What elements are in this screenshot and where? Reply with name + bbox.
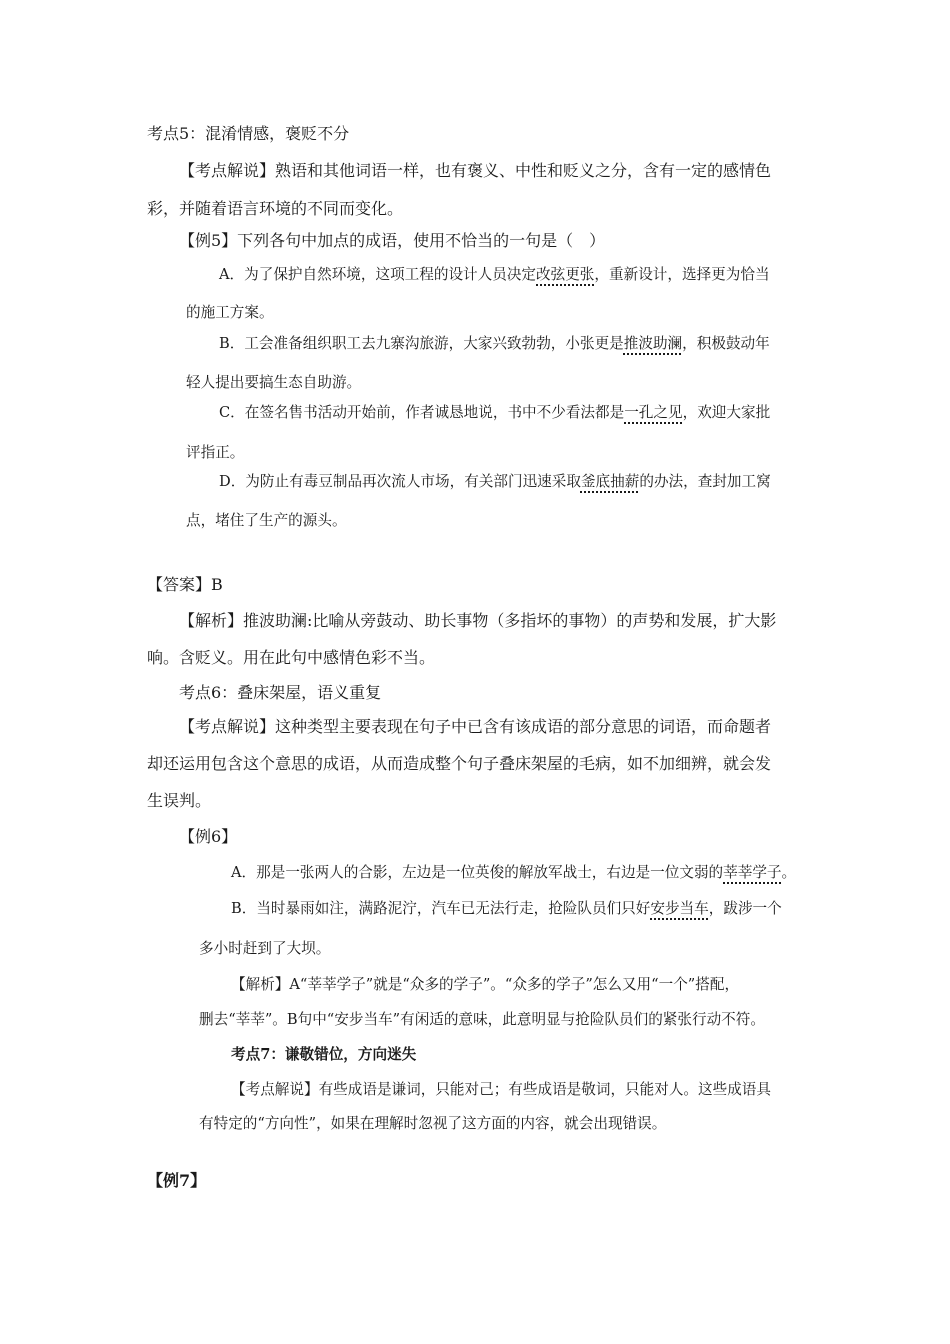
option-text: 的办法，查封加工窝 [639,473,771,490]
dotted-idiom: 推波助澜 [623,335,683,352]
example6-question: 【例6】 [179,827,238,846]
option-text: C．在签名售书活动开始前，作者诚恳地说，书中不少看法都是 [219,404,625,421]
option-text: B．当时暴雨如注，满路泥泞，汽车已无法行走，抢险队员们只好 [231,900,651,917]
example6-option-b-cont: 多小时赶到了大坝。 [199,940,331,957]
example5-answer: 【答案】B [147,575,223,594]
kaodian6-explain-line3: 生误判。 [147,791,212,810]
example5-option-c [219,406,770,421]
option-text: ，重新设计，选择更为恰当 [594,266,770,283]
example5-analysis-line2: 响。含贬义。用在此句中感情色彩不当。 [147,648,436,667]
dotted-idiom: 一孔之见 [624,404,683,421]
example5-option-b-cont: 轻人提出要搞生态自助游。 [186,374,362,391]
option-text: ，跋涉一个 [708,900,782,917]
kaodian7-explain-line2: 有特定的“方向性”，如果在理解时忽视了这方面的内容，就会出现错误。 [199,1115,667,1132]
example5-analysis-line1: 【解析】推波助澜:比喻从旁鼓动、助长事物（多指坏的事物）的声势和发展，扩大影 [179,611,777,630]
kaodian5-explain-line2: 彩，并随着语言环境的不同而变化。 [147,199,404,218]
option-text: ，积极鼓动年 [682,335,770,352]
example5-option-a [219,268,770,283]
dotted-idiom: 莘莘学子 [723,864,782,881]
option-text: A．为了保护自然环境，这项工程的设计人员决定 [219,266,537,283]
kaodian6-explain-line1: 【考点解说】这种类型主要表现在句子中已含有该成语的部分意思的词语，而命题者 [179,717,772,736]
option-text: ，欢迎大家批 [682,404,771,421]
option-text: 。 [781,864,797,881]
kaodian7-explain-line1: 【考点解说】有些成语是谦词，只能对己；有些成语是敬词，只能对人。这些成语具 [231,1081,771,1098]
option-text: A．那是一张两人的合影，左边是一位英俊的解放军战士，右边是一位文弱的 [231,864,724,881]
example6-analysis-line2: 删去“莘莘”。B句中“安步当车”有闲适的意味，此意明显与抢险队员们的紧张行动不符。 [199,1011,765,1028]
example7-question: 【例7】 [147,1171,207,1190]
kaodian6-title: 考点6：叠床架屋，语义重复 [179,683,382,702]
option-text: D．为防止有毒豆制品再次流人市场，有关部门迅速采取 [219,473,581,490]
dotted-idiom: 改弦更张 [536,266,595,283]
kaodian6-explain-line2: 却还运用包含这个意思的成语，从而造成整个句子叠床架屋的毛病，如不加细辨，就会发 [147,754,772,773]
example5-option-c-cont: 评指正。 [186,444,245,461]
example5-option-d [219,475,771,490]
kaodian5-explain-line1: 【考点解说】熟语和其他词语一样，也有褒义、中性和贬义之分，含有一定的感情色 [179,161,772,180]
example5-option-d-cont: 点，堵住了生产的源头。 [186,512,347,529]
dotted-idiom: 安步当车 [650,900,709,917]
example5-option-a-cont: 的施工方案。 [186,304,274,321]
kaodian7-title: 考点7：谦敬错位，方向迷失 [231,1046,417,1063]
kaodian5-title: 考点5：混淆情感，褒贬不分 [147,124,350,143]
example5-question: 【例5】下列各句中加点的成语，使用不恰当的一句是（ ） [179,231,606,250]
example5-option-b [219,337,770,352]
dotted-idiom: 釜底抽薪 [580,473,640,490]
example6-analysis-line1: 【解析】A“莘莘学子”就是“众多的学子”。“众多的学子”怎么又用“一个”搭配， [231,976,740,993]
option-text: B．工会准备组织职工去九寨沟旅游，大家兴致勃勃，小张更是 [219,335,624,352]
example6-option-b [231,902,782,917]
example6-option-a [231,866,796,881]
